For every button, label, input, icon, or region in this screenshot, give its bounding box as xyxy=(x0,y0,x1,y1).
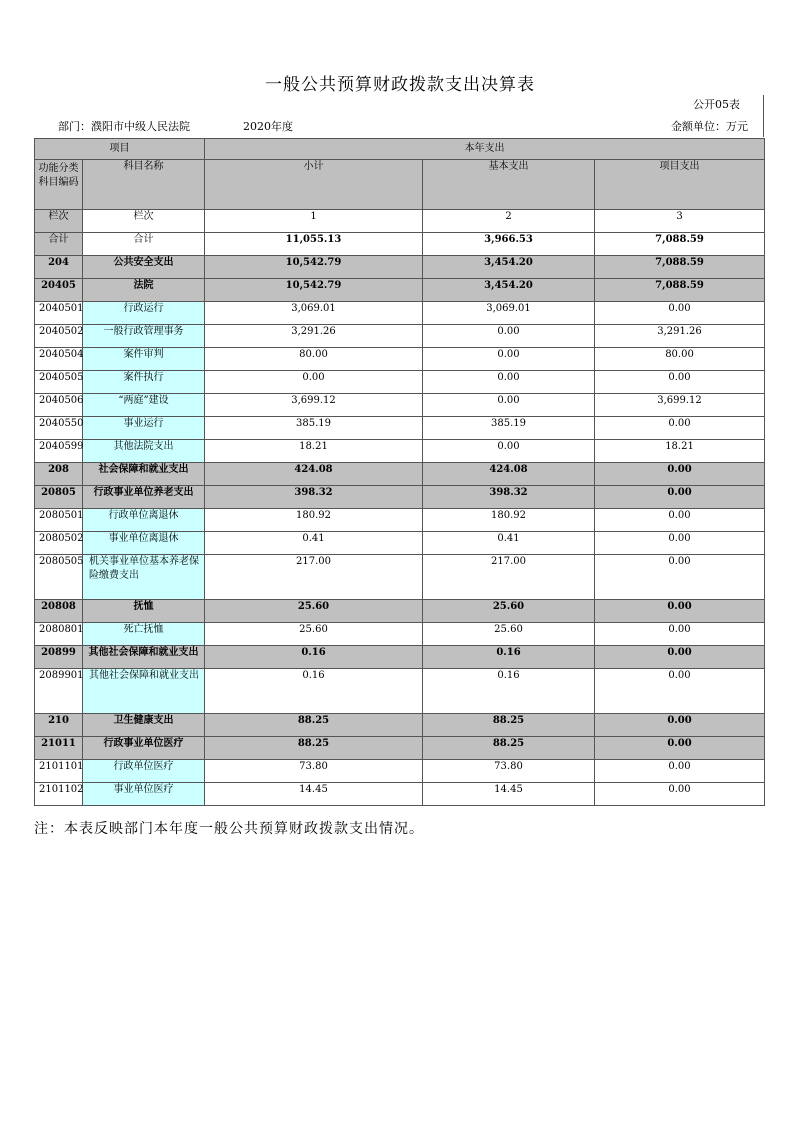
table-row xyxy=(35,509,765,532)
table-row xyxy=(35,623,765,646)
row-basic: 2 xyxy=(423,210,595,233)
row-name: 法院 xyxy=(83,279,205,302)
row-code: 20808 xyxy=(35,600,83,623)
row-code: 2040550 xyxy=(35,417,83,440)
row-basic: 25.60 xyxy=(423,600,595,623)
row-project: 0.00 xyxy=(595,417,765,440)
header-basic: 基本支出 xyxy=(423,160,595,210)
row-subtotal: 25.60 xyxy=(205,600,423,623)
table-row xyxy=(35,325,765,348)
row-subtotal: 180.92 xyxy=(205,509,423,532)
table-row xyxy=(35,256,765,279)
row-name: 其他法院支出 xyxy=(83,440,205,463)
row-subtotal: 0.41 xyxy=(205,532,423,555)
table-row xyxy=(35,463,765,486)
row-subtotal: 0.16 xyxy=(205,646,423,669)
row-name: 行政事业单位养老支出 xyxy=(83,486,205,509)
row-basic: 73.80 xyxy=(423,760,595,783)
row-code: 20899 xyxy=(35,646,83,669)
row-basic: 217.00 xyxy=(423,555,595,600)
report-title: 一般公共预算财政拨款支出决算表 xyxy=(265,75,535,95)
row-code: 2080801 xyxy=(35,623,83,646)
row-name: 合计 xyxy=(83,233,205,256)
row-name: 其他社会保障和就业支出 xyxy=(83,646,205,669)
table-row xyxy=(35,279,765,302)
row-basic: 3,069.01 xyxy=(423,302,595,325)
table-row xyxy=(35,371,765,394)
row-basic: 3,454.20 xyxy=(423,279,595,302)
row-code: 20405 xyxy=(35,279,83,302)
row-project: 0.00 xyxy=(595,302,765,325)
table-row xyxy=(35,737,765,760)
row-project: 0.00 xyxy=(595,463,765,486)
row-basic: 25.60 xyxy=(423,623,595,646)
table-row xyxy=(35,348,765,371)
header-row-columns xyxy=(35,160,765,210)
table-row xyxy=(35,302,765,325)
table-row xyxy=(35,532,765,555)
row-code: 21011 xyxy=(35,737,83,760)
header-project-exp: 项目支出 xyxy=(595,160,765,210)
row-subtotal: 10,542.79 xyxy=(205,279,423,302)
row-subtotal: 88.25 xyxy=(205,737,423,760)
row-name: 案件执行 xyxy=(83,371,205,394)
row-name: 事业运行 xyxy=(83,417,205,440)
department-label: 部门：濮阳市中级人民法院 xyxy=(58,120,190,133)
row-basic: 0.00 xyxy=(423,371,595,394)
row-project: 0.00 xyxy=(595,486,765,509)
row-project: 7,088.59 xyxy=(595,233,765,256)
row-project: 3 xyxy=(595,210,765,233)
table-row xyxy=(35,440,765,463)
table-row xyxy=(35,600,765,623)
row-subtotal: 80.00 xyxy=(205,348,423,371)
header-subject-name: 科目名称 xyxy=(83,160,205,210)
row-basic: 0.00 xyxy=(423,325,595,348)
row-subtotal: 3,069.01 xyxy=(205,302,423,325)
table-row xyxy=(35,555,765,600)
row-name: 行政运行 xyxy=(83,302,205,325)
row-code: 20805 xyxy=(35,486,83,509)
row-basic: 385.19 xyxy=(423,417,595,440)
row-subtotal: 3,291.26 xyxy=(205,325,423,348)
year-label: 2020年度 xyxy=(243,120,293,133)
row-subtotal: 88.25 xyxy=(205,714,423,737)
row-project: 0.00 xyxy=(595,623,765,646)
row-name: 社会保障和就业支出 xyxy=(83,463,205,486)
row-basic: 88.25 xyxy=(423,737,595,760)
row-name: 案件审判 xyxy=(83,348,205,371)
header-row-top xyxy=(35,139,765,160)
table-row xyxy=(35,394,765,417)
row-project: 0.00 xyxy=(595,783,765,806)
row-code: 2040501 xyxy=(35,302,83,325)
header-subtotal: 小计 xyxy=(205,160,423,210)
row-code: 2080501 xyxy=(35,509,83,532)
row-basic: 0.00 xyxy=(423,440,595,463)
row-project: 0.00 xyxy=(595,600,765,623)
row-basic: 0.16 xyxy=(423,669,595,714)
row-subtotal: 0.16 xyxy=(205,669,423,714)
row-name: 卫生健康支出 xyxy=(83,714,205,737)
row-code: 208 xyxy=(35,463,83,486)
row-code: 2080502 xyxy=(35,532,83,555)
row-basic: 14.45 xyxy=(423,783,595,806)
table-row xyxy=(35,417,765,440)
row-basic: 180.92 xyxy=(423,509,595,532)
row-code: 2040599 xyxy=(35,440,83,463)
row-name: 机关事业单位基本养老保险缴费支出 xyxy=(83,555,205,600)
row-basic: 0.00 xyxy=(423,348,595,371)
row-code: 210 xyxy=(35,714,83,737)
row-subtotal: 424.08 xyxy=(205,463,423,486)
row-subtotal: 398.32 xyxy=(205,486,423,509)
row-project: 80.00 xyxy=(595,348,765,371)
row-name: 栏次 xyxy=(83,210,205,233)
row-name: 一般行政管理事务 xyxy=(83,325,205,348)
row-code: 栏次 xyxy=(35,210,83,233)
row-subtotal: 25.60 xyxy=(205,623,423,646)
table-row xyxy=(35,760,765,783)
row-basic: 0.41 xyxy=(423,532,595,555)
divider xyxy=(763,95,764,137)
row-subtotal: 0.00 xyxy=(205,371,423,394)
row-code: 2040506 xyxy=(35,394,83,417)
row-code: 2101101 xyxy=(35,760,83,783)
row-project: 0.00 xyxy=(595,737,765,760)
row-project: 0.00 xyxy=(595,555,765,600)
table-row xyxy=(35,669,765,714)
row-code: 2040505 xyxy=(35,371,83,394)
row-project: 0.00 xyxy=(595,669,765,714)
row-basic: 424.08 xyxy=(423,463,595,486)
row-subtotal: 14.45 xyxy=(205,783,423,806)
row-name: “两庭”建设 xyxy=(83,394,205,417)
row-name: 事业单位离退休 xyxy=(83,532,205,555)
table-row xyxy=(35,714,765,737)
row-project: 18.21 xyxy=(595,440,765,463)
row-name: 事业单位医疗 xyxy=(83,783,205,806)
row-name: 行政单位医疗 xyxy=(83,760,205,783)
row-subtotal: 18.21 xyxy=(205,440,423,463)
table-row xyxy=(35,233,765,256)
row-code: 2080505 xyxy=(35,555,83,600)
footnote: 注：本表反映部门本年度一般公共预算财政拨款支出情况。 xyxy=(34,821,424,837)
table-row xyxy=(35,646,765,669)
expenditure-table xyxy=(34,138,765,806)
row-name: 死亡抚恤 xyxy=(83,623,205,646)
row-name: 行政事业单位医疗 xyxy=(83,737,205,760)
row-subtotal: 1 xyxy=(205,210,423,233)
row-basic: 0.16 xyxy=(423,646,595,669)
row-subtotal: 73.80 xyxy=(205,760,423,783)
row-project: 3,699.12 xyxy=(595,394,765,417)
row-subtotal: 3,699.12 xyxy=(205,394,423,417)
table-row xyxy=(35,210,765,233)
table-row xyxy=(35,486,765,509)
row-code: 204 xyxy=(35,256,83,279)
header-func-code: 功能分类 科目编码 xyxy=(35,160,83,210)
row-basic: 0.00 xyxy=(423,394,595,417)
row-project: 3,291.26 xyxy=(595,325,765,348)
row-name: 其他社会保障和就业支出 xyxy=(83,669,205,714)
row-project: 0.00 xyxy=(595,714,765,737)
row-project: 0.00 xyxy=(595,509,765,532)
row-basic: 398.32 xyxy=(423,486,595,509)
row-name: 抚恤 xyxy=(83,600,205,623)
row-project: 0.00 xyxy=(595,532,765,555)
table-row xyxy=(35,783,765,806)
row-basic: 3,966.53 xyxy=(423,233,595,256)
row-code: 合计 xyxy=(35,233,83,256)
row-code: 2089901 xyxy=(35,669,83,714)
row-subtotal: 10,542.79 xyxy=(205,256,423,279)
row-name: 公共安全支出 xyxy=(83,256,205,279)
row-project: 0.00 xyxy=(595,760,765,783)
row-basic: 3,454.20 xyxy=(423,256,595,279)
row-subtotal: 217.00 xyxy=(205,555,423,600)
row-project: 0.00 xyxy=(595,646,765,669)
header-project: 项目 xyxy=(35,139,205,160)
row-subtotal: 385.19 xyxy=(205,417,423,440)
row-project: 0.00 xyxy=(595,371,765,394)
row-project: 7,088.59 xyxy=(595,256,765,279)
row-name: 行政单位离退休 xyxy=(83,509,205,532)
header-current-year: 本年支出 xyxy=(205,139,765,160)
row-basic: 88.25 xyxy=(423,714,595,737)
row-code: 2101102 xyxy=(35,783,83,806)
row-subtotal: 11,055.13 xyxy=(205,233,423,256)
row-project: 7,088.59 xyxy=(595,279,765,302)
row-code: 2040504 xyxy=(35,348,83,371)
unit-label: 金额单位：万元 xyxy=(671,120,748,133)
row-code: 2040502 xyxy=(35,325,83,348)
table-number: 公开05表 xyxy=(693,98,740,111)
